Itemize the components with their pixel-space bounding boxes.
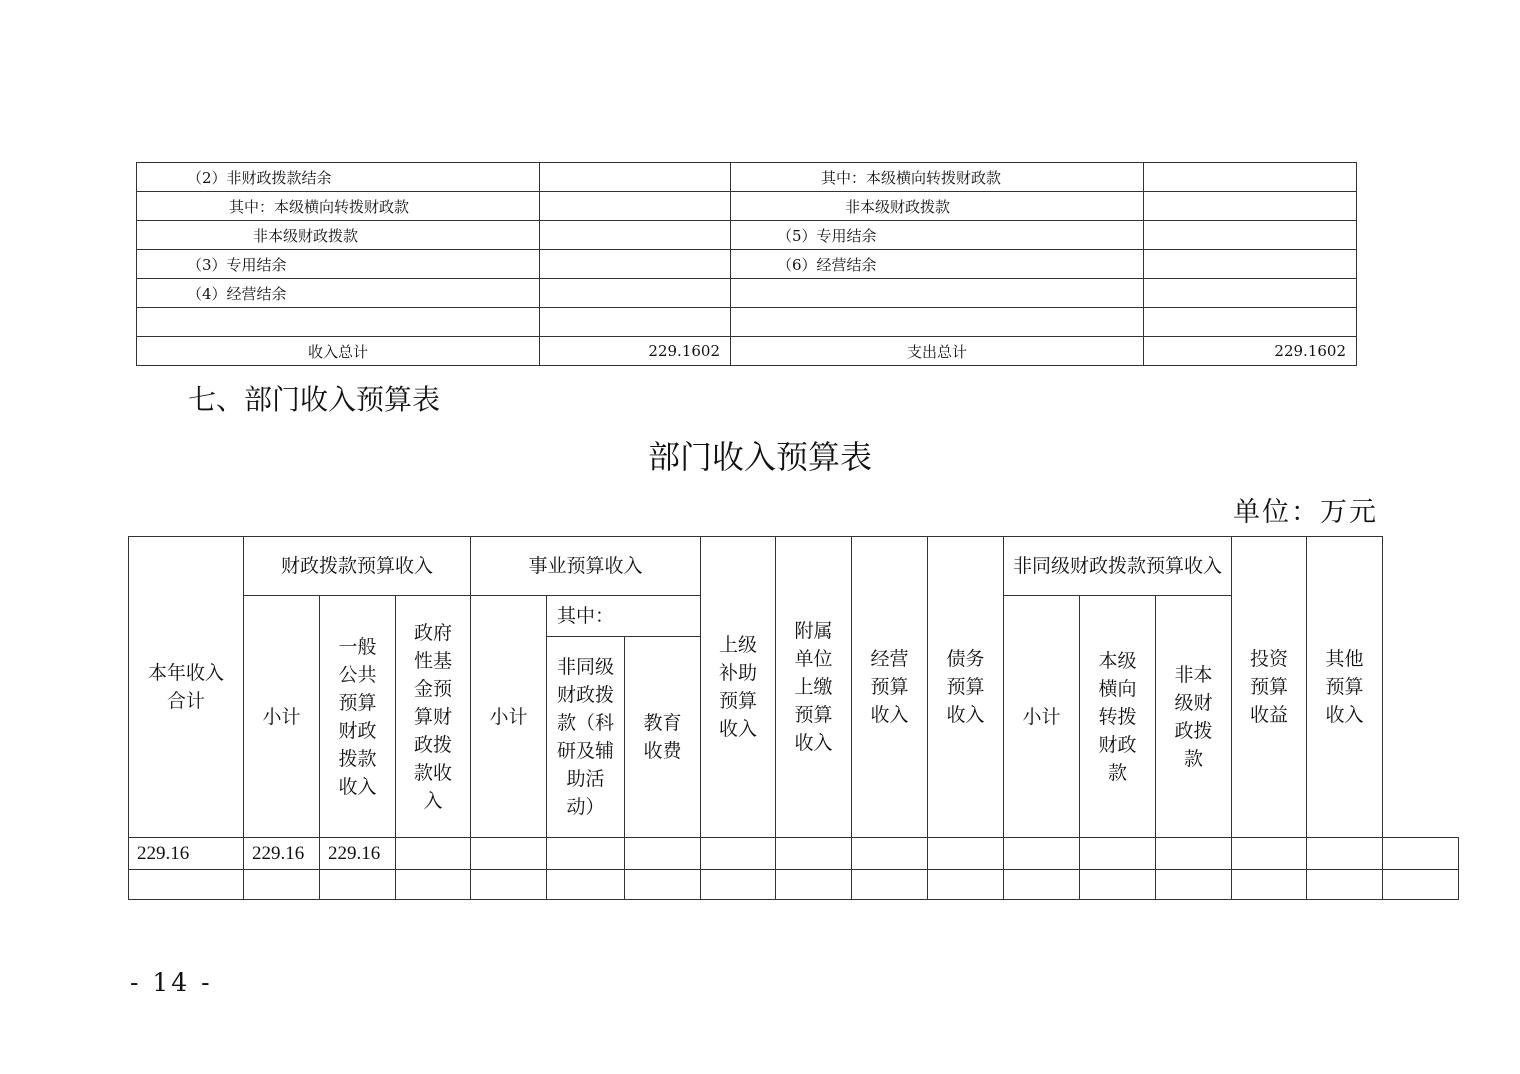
- expense-total-label: 支出总计: [731, 337, 1144, 366]
- header-non-same-level: 非同级财政拨款（科研及辅助活动）: [547, 637, 625, 838]
- row-value: [1144, 163, 1357, 192]
- cell: [1080, 870, 1156, 900]
- row-value: [1144, 279, 1357, 308]
- cell: [396, 838, 471, 870]
- cell: [547, 870, 625, 900]
- row-label: （2）非财政拨款结余: [137, 163, 540, 192]
- cell: [776, 838, 852, 870]
- header-non-same-subtotal: 小计: [1004, 596, 1080, 838]
- header-superior-subsidy: 上级补助预算收入: [701, 537, 776, 838]
- row-label: （3）专用结余: [137, 250, 540, 279]
- table-row: [137, 163, 1357, 192]
- row-value: [540, 221, 731, 250]
- row-value: [540, 192, 731, 221]
- cell: [701, 870, 776, 900]
- cell: [852, 870, 928, 900]
- cell: [776, 870, 852, 900]
- cell: [1156, 838, 1232, 870]
- cell: [1232, 838, 1307, 870]
- header-gov-fund: 政府性基金预算财政拨款收入: [396, 596, 471, 838]
- cell: [471, 838, 547, 870]
- cell: [1004, 838, 1080, 870]
- cell: [625, 870, 701, 900]
- cell: [1156, 870, 1232, 900]
- table-row: [129, 838, 1459, 870]
- table-row: [129, 870, 1459, 900]
- header-non-this-level: 非本级财政拨款: [1156, 596, 1232, 838]
- cell: [928, 870, 1004, 900]
- cell-fiscal-subtotal: 229.16: [244, 838, 320, 870]
- income-total-label: 收入总计: [137, 337, 540, 366]
- header-fiscal-group: 财政拨款预算收入: [244, 537, 471, 596]
- cell: [129, 870, 244, 900]
- row-value: [1144, 308, 1357, 337]
- cell-general-public: 229.16: [320, 838, 396, 870]
- header-career-group: 事业预算收入: [471, 537, 701, 596]
- cell-total: 229.16: [129, 838, 244, 870]
- cell: [471, 870, 547, 900]
- cell: [320, 870, 396, 900]
- row-value: [1144, 221, 1357, 250]
- cell: [1004, 870, 1080, 900]
- row-label: （4）经营结余: [137, 279, 540, 308]
- cell: [244, 870, 320, 900]
- cell: [1307, 838, 1383, 870]
- page-number: - 14 -: [130, 968, 213, 997]
- income-total-value: 229.1602: [540, 337, 731, 366]
- cell: [396, 870, 471, 900]
- table-row: [137, 221, 1357, 250]
- row-value: [540, 279, 731, 308]
- table-row: [137, 192, 1357, 221]
- expense-total-value: 229.1602: [1144, 337, 1357, 366]
- cell: [625, 838, 701, 870]
- row-value: [1144, 192, 1357, 221]
- table-title: 部门收入预算表: [647, 438, 872, 476]
- header-row-1: [129, 537, 1459, 596]
- header-non-same-group: 非同级财政拨款预算收入: [1004, 537, 1232, 596]
- header-affiliated-unit: 附属单位上缴预算收入: [776, 537, 852, 838]
- cell: [852, 838, 928, 870]
- cell: [1383, 870, 1459, 900]
- row-label: [137, 308, 540, 337]
- row-value: [540, 163, 731, 192]
- header-operating: 经营预算收入: [852, 537, 928, 838]
- total-row: [137, 337, 1357, 366]
- table-row: [137, 250, 1357, 279]
- header-career-subtotal: 小计: [471, 596, 547, 838]
- row-value: [540, 250, 731, 279]
- row-label: 非本级财政拨款: [731, 192, 1144, 221]
- row-label: [731, 279, 1144, 308]
- row-value: [1144, 250, 1357, 279]
- cell: [928, 838, 1004, 870]
- department-income-budget-table: [128, 536, 1459, 900]
- header-general-public: 一般公共预算财政拨款收入: [320, 596, 396, 838]
- header-investment: 投资预算收益: [1232, 537, 1307, 838]
- header-fiscal-subtotal: 小计: [244, 596, 320, 838]
- row-label: 其中：本级横向转拨财政款: [137, 192, 540, 221]
- cell: [1383, 838, 1459, 870]
- cell: [547, 838, 625, 870]
- table-row: [137, 308, 1357, 337]
- row-label: （5）专用结余: [731, 221, 1144, 250]
- row-label: 非本级财政拨款: [137, 221, 540, 250]
- section-heading: 七、部门收入预算表: [188, 383, 441, 416]
- cell: [1307, 870, 1383, 900]
- table-row: [137, 279, 1357, 308]
- row-value: [540, 308, 731, 337]
- row-label: [731, 308, 1144, 337]
- header-same-level-transfer: 本级横向转拨财政款: [1080, 596, 1156, 838]
- header-other: 其他预算收入: [1307, 537, 1383, 838]
- cell: [1080, 838, 1156, 870]
- unit-label: 单位：万元: [1233, 497, 1378, 528]
- header-debt: 债务预算收入: [928, 537, 1004, 838]
- cell: [701, 838, 776, 870]
- prev-balance-table: [136, 162, 1357, 366]
- row-label: 其中：本级横向转拨财政款: [731, 163, 1144, 192]
- header-education-fees: 教育收费: [625, 637, 701, 838]
- header-total-income: 本年收入合计: [129, 537, 244, 838]
- cell: [1232, 870, 1307, 900]
- header-career-of-which: 其中：: [547, 596, 701, 637]
- row-label: （6）经营结余: [731, 250, 1144, 279]
